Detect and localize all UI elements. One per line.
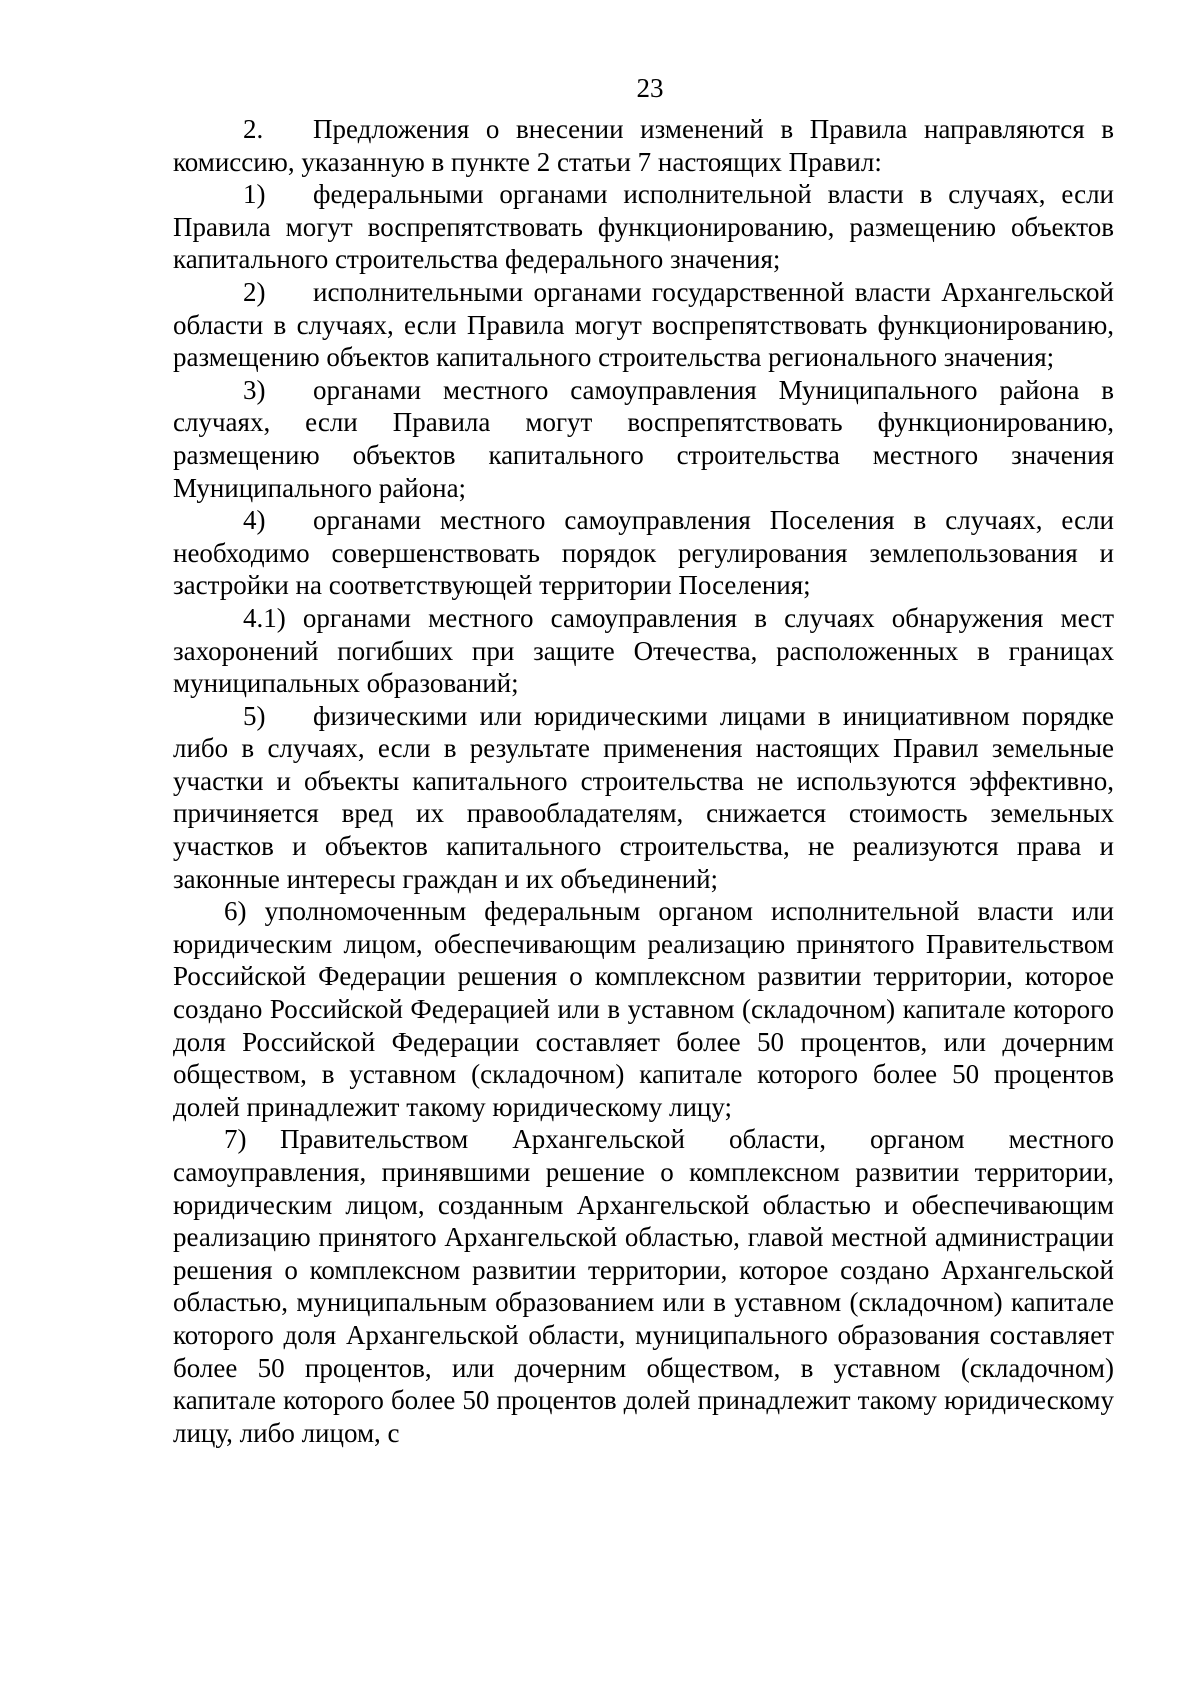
list-item-text: органами местного самоуправления в случаях обнаружения мест захоронений погибших при защите Отечества, расположенных в границах муниципальных образований; <box>173 602 1115 699</box>
list-item-text: органами местного самоуправления Поселения в случаях, если необходимо совершенствовать порядок регулирования землепользования и застройки на соответствующей территории Поселения; <box>173 505 1114 601</box>
list-item-3 <box>173 374 1114 504</box>
document-body <box>173 113 1114 1449</box>
list-item-2 <box>173 276 1114 374</box>
paragraph-2 <box>173 113 1114 178</box>
list-item-text: исполнительными органами государственной власти Архангельской области в случаях, если Правила могут воспрепятствовать функционированию, размещению объектов капитального строительства регионального значения; <box>173 276 1114 373</box>
page-number: 23 <box>636 73 664 103</box>
list-item-text: Правительством Архангельской области, органом местного самоуправления, принявшими решение о комплексном развитии территории, юридическим лицом, созданным Архангельской областью и обеспечивающим реализацию принятого Архангельской областью, главой местной администрации решения о комплексном развитии территории, которое создано Архангельской областью, муниципальным образованием или в уставном (складочном) капитале которого доля Архангельской области, муниципального образования составляет более 50 процентов, или дочерним обществом, в уставном (складочном) капитале которого более 50 процентов долей принадлежит такому юридическому лицу, либо лицом, с <box>173 1124 1114 1448</box>
paragraph-number: 2. <box>243 114 264 144</box>
list-item-number: 6) <box>224 896 247 927</box>
list-item-number: 3) <box>243 374 266 405</box>
paragraph-text: Предложения о внесении изменений в Правила направляются в комиссию, указанную в пункте 2 статьи 7 настоящих Правил: <box>173 114 1114 177</box>
list-item-4-1 <box>173 602 1114 700</box>
list-item-number: 2) <box>243 276 266 307</box>
list-item-text: физическими или юридическими лицами в инициативном порядке либо в случаях, если в результате применения настоящих Правил земельные участки и объекты капитального строительства не используются эффективно, причиняется вред их правообладателям, снижается стоимость земельных участков и объектов капитального строительства, не реализуются права и законные интересы граждан и их объединений; <box>173 700 1114 894</box>
list-item-number: 4) <box>243 505 266 536</box>
list-item-1 <box>173 178 1114 276</box>
list-item-7 <box>173 1123 1114 1449</box>
list-item-6 <box>173 895 1114 1123</box>
list-item-number: 7) <box>224 1124 247 1155</box>
list-item-number: 4.1) <box>243 602 286 633</box>
list-item-number: 1) <box>243 179 266 210</box>
list-item-number: 5) <box>243 700 266 731</box>
list-item-4 <box>173 504 1114 602</box>
list-item-text: уполномоченным федеральным органом исполнительной власти или юридическим лицом, обеспечивающим реализацию принятого Правительством Российской Федерации решения о комплексном развитии территории, которое создано Российской Федерацией или в уставном (складочном) капитале которого доля Российской Федерации составляет более 50 процентов, или дочерним обществом, в уставном (складочном) капитале которого более 50 процентов долей принадлежит такому юридическому лицу; <box>173 896 1115 1122</box>
list-item-text: органами местного самоуправления Муниципального района в случаях, если Правила могут воспрепятствовать функционированию, размещению объектов капитального строительства местного значения Муниципального района; <box>173 374 1114 503</box>
list-item-5 <box>173 700 1114 896</box>
list-item-text: федеральными органами исполнительной власти в случаях, если Правила могут воспрепятствовать функционированию, размещению объектов капитального строительства федерального значения; <box>173 179 1114 275</box>
